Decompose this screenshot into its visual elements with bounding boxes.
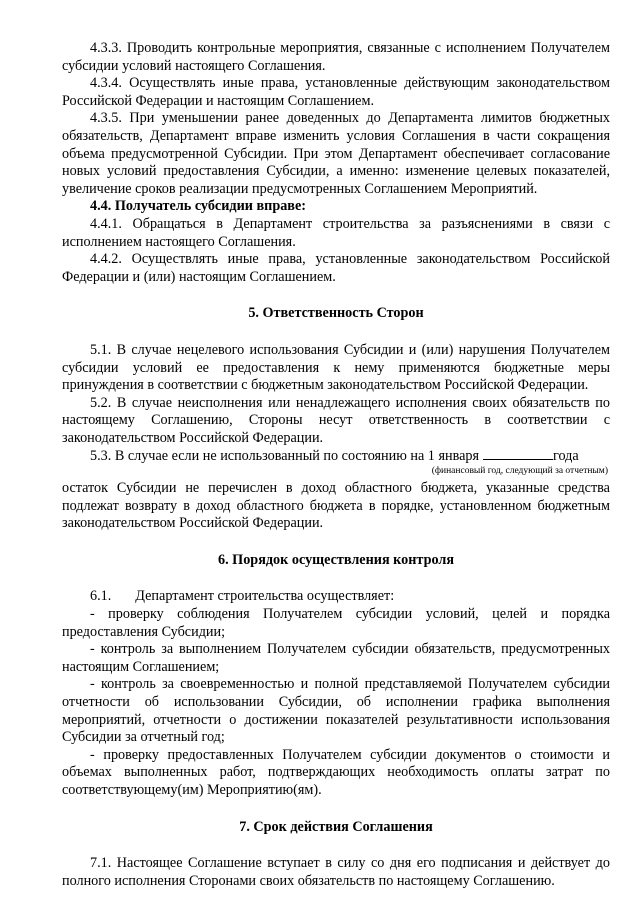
clause-4-4-heading: 4.4. Получатель субсидии вправе: [90,198,306,215]
clause-4-3-3: 4.3.3. Проводить контрольные мероприятия, связанные с исполнением Получателем субсидии условий настоящего Соглашения. [62,40,610,74]
clause-5-2: 5.2. В случае неисполнения или ненадлежащего исполнения своих обязательств по настоящему Соглашению, Стороны несут ответственность в соответствии с законодательством Российской Федерации. [62,394,610,446]
clause-7-1: 7.1. Настоящее Соглашение вступает в силу со дня его подписания и действует до полного исполнения Сторонами своих обязательств по настоящему Соглашению. [62,855,610,889]
clause-5-3-text: 5.3. В случае если не использованный по состоянию на 1 января [90,448,479,465]
section-5-heading: 5. Ответственность Сторон [248,305,424,322]
control-item-2: - контроль за выполнением Получателем субсидии обязательств, предусмотренных настоящим Соглашением; [62,641,610,675]
year-blank-line [483,447,553,460]
clause-4-3-4: 4.3.4. Осуществлять иные права, установленные действующим законодательством Российской Федерации и настоящим Соглашением. [62,75,610,109]
clause-4-3-5: 4.3.5. При уменьшении ранее доведенных до Департамента лимитов бюджетных обязательств, Департамент вправе изменить условия Соглашения в части сокращения объема предусмотренной Субсидии. При этом Департамент обеспечивает согласование новых условий предоставления Субсидии, а именно: изменение целевых показателей, увеличение сроков реализации предусмотренных Соглашением Мероприятий. [62,110,610,197]
clause-5-3-year-word: года [553,448,579,465]
control-item-1: - проверку соблюдения Получателем субсидии условий, целей и порядка предоставления Субсидии; [62,606,610,640]
clause-5-1: 5.1. В случае нецелевого использования Субсидии и (или) нарушения Получателем субсидии условий ее предоставления к нему применяются бюджетные меры принуждения в соответствии с бюджетным законодательством Российской Федерации. [62,341,610,394]
clause-5-3-start [62,447,610,466]
clause-5-3-end: остаток Субсидии не перечислен в доход областного бюджета, указанные средства подлежат возврату в доход областного бюджета в порядке, установленном бюджетным законодательством Российской Федерации. [62,480,610,532]
control-item-3: - контроль за своевременностью и полной представляемой Получателем субсидии отчетности об использовании Субсидии, об исполнении графика выполнения мероприятий, отчетности о достижении показателей результативности использования Субсидии за отчетный год; [62,676,610,746]
section-7-heading: 7. Срок действия Соглашения [239,818,433,835]
clause-4-4-1: 4.4.1. Обращаться в Департамент строительства за разъяснениями в связи с исполнением настоящего Соглашения. [62,215,610,250]
year-blank-note: (финансовый год, следующий за отчетным) [431,466,608,477]
clause-6-1-intro: Департамент строительства осуществляет: [135,588,395,605]
section-6-heading: 6. Порядок осуществления контроля [217,551,455,568]
clause-4-4-2: 4.4.2. Осуществлять иные права, установленные законодательством Российской Федерации и (или) настоящим Соглашением. [62,251,610,285]
clause-6-1 [62,588,610,606]
clause-6-1-number: 6.1. [90,588,112,605]
control-item-4: - проверку предоставленных Получателем субсидии документов о стоимости и объемах выполненных работ, подтверждающих необходимость оплаты затрат по соответствующему(им) Мероприятию(ям). [62,746,610,798]
